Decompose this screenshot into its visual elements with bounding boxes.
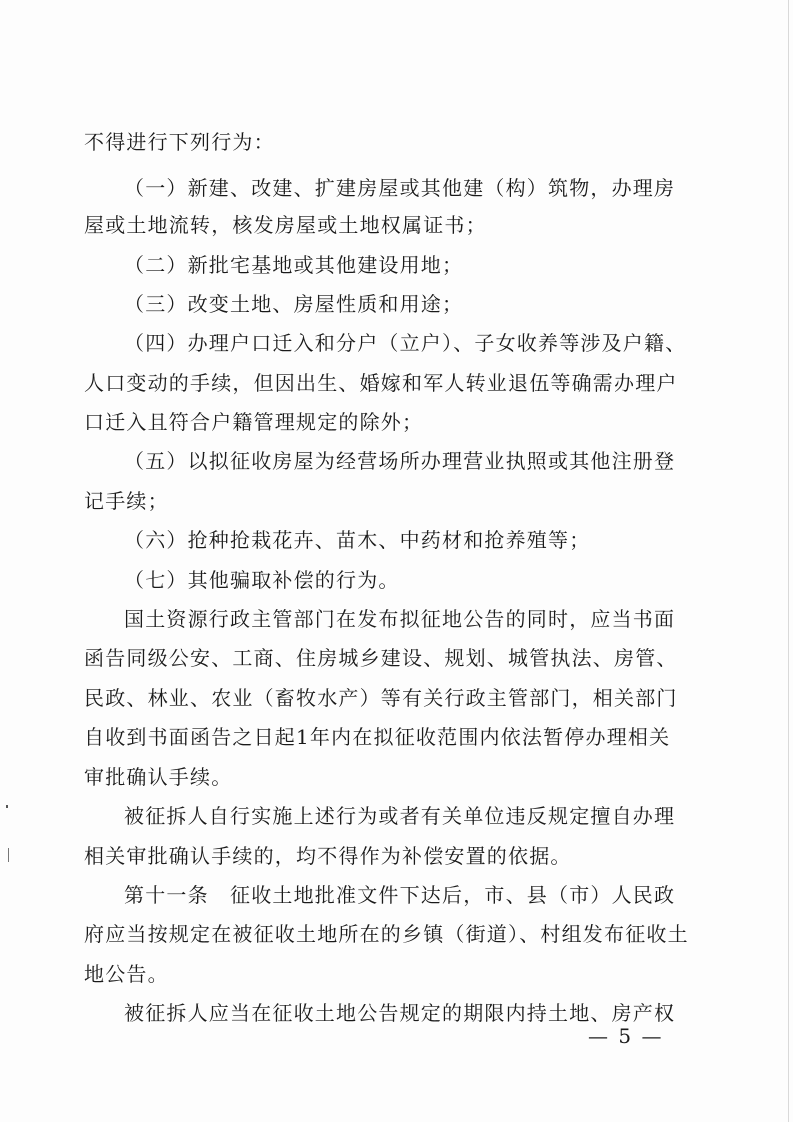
text-line-3: 屋或土地流转，核发房屋或土地权属证书；: [84, 213, 487, 237]
page-number: — 5 —: [588, 1024, 664, 1048]
text-line-4: （二）新批宅基地或其他建设用地；: [124, 253, 464, 277]
text-line-5: （三）改变土地、房屋性质和用途；: [124, 292, 464, 316]
text-line-23: 被征拆人应当在征收土地公告规定的期限内持土地、房产权: [124, 1001, 676, 1025]
text-line-20: 第十一条 征收土地批准文件下达后，市、县（市）人民政: [124, 883, 676, 907]
text-line-21: 府应当按规定在被征收土地所在的乡镇（街道）、村组发布征收土: [84, 922, 689, 946]
scan-dot-mark: [6, 805, 8, 808]
text-line-19: 相关审批确认手续的，均不得作为补偿安置的依据。: [84, 844, 572, 868]
text-line-6: （四）办理户口迁入和分户（立户）、子女收养等涉及户籍、: [124, 331, 687, 355]
text-line-9: （五）以拟征收房屋为经营场所办理营业执照或其他注册登: [124, 449, 676, 473]
text-line-17: 审批确认手续。: [84, 765, 233, 789]
text-line-13: 国土资源行政主管部门在发布拟征地公告的同时，应当书面: [124, 607, 676, 631]
text-line-1: 不得进行下列行为：: [84, 130, 275, 154]
text-line-11: （六）抢种抢栽花卉、苗木、中药材和抢养殖等；: [124, 528, 591, 552]
text-line-22: 地公告。: [84, 962, 169, 986]
text-line-2: （一）新建、改建、扩建房屋或其他建（构）筑物，办理房: [124, 176, 676, 200]
text-line-18: 被征拆人自行实施上述行为或者有关单位违反规定擅自办理: [124, 804, 676, 828]
text-line-8: 口迁入且符合户籍管理规定的除外；: [84, 410, 424, 434]
text-line-15: 民政、林业、农业（畜牧水产）等有关行政主管部门，相关部门: [84, 686, 678, 710]
text-line-16: 自收到书面函告之日起1年内在拟征收范围内依法暂停办理相关: [84, 725, 671, 749]
text-line-10: 记手续；: [84, 489, 169, 513]
scan-edge-mark: [8, 848, 9, 862]
text-line-12: （七）其他骗取补偿的行为。: [124, 568, 400, 592]
scan-page-edge: [788, 0, 789, 1122]
text-line-14: 函告同级公安、工商、住房城乡建设、规划、城管执法、房管、: [84, 646, 678, 670]
text-line-7: 人口变动的手续，但因出生、婚嫁和军人转业退伍等确需办理户: [84, 371, 678, 395]
